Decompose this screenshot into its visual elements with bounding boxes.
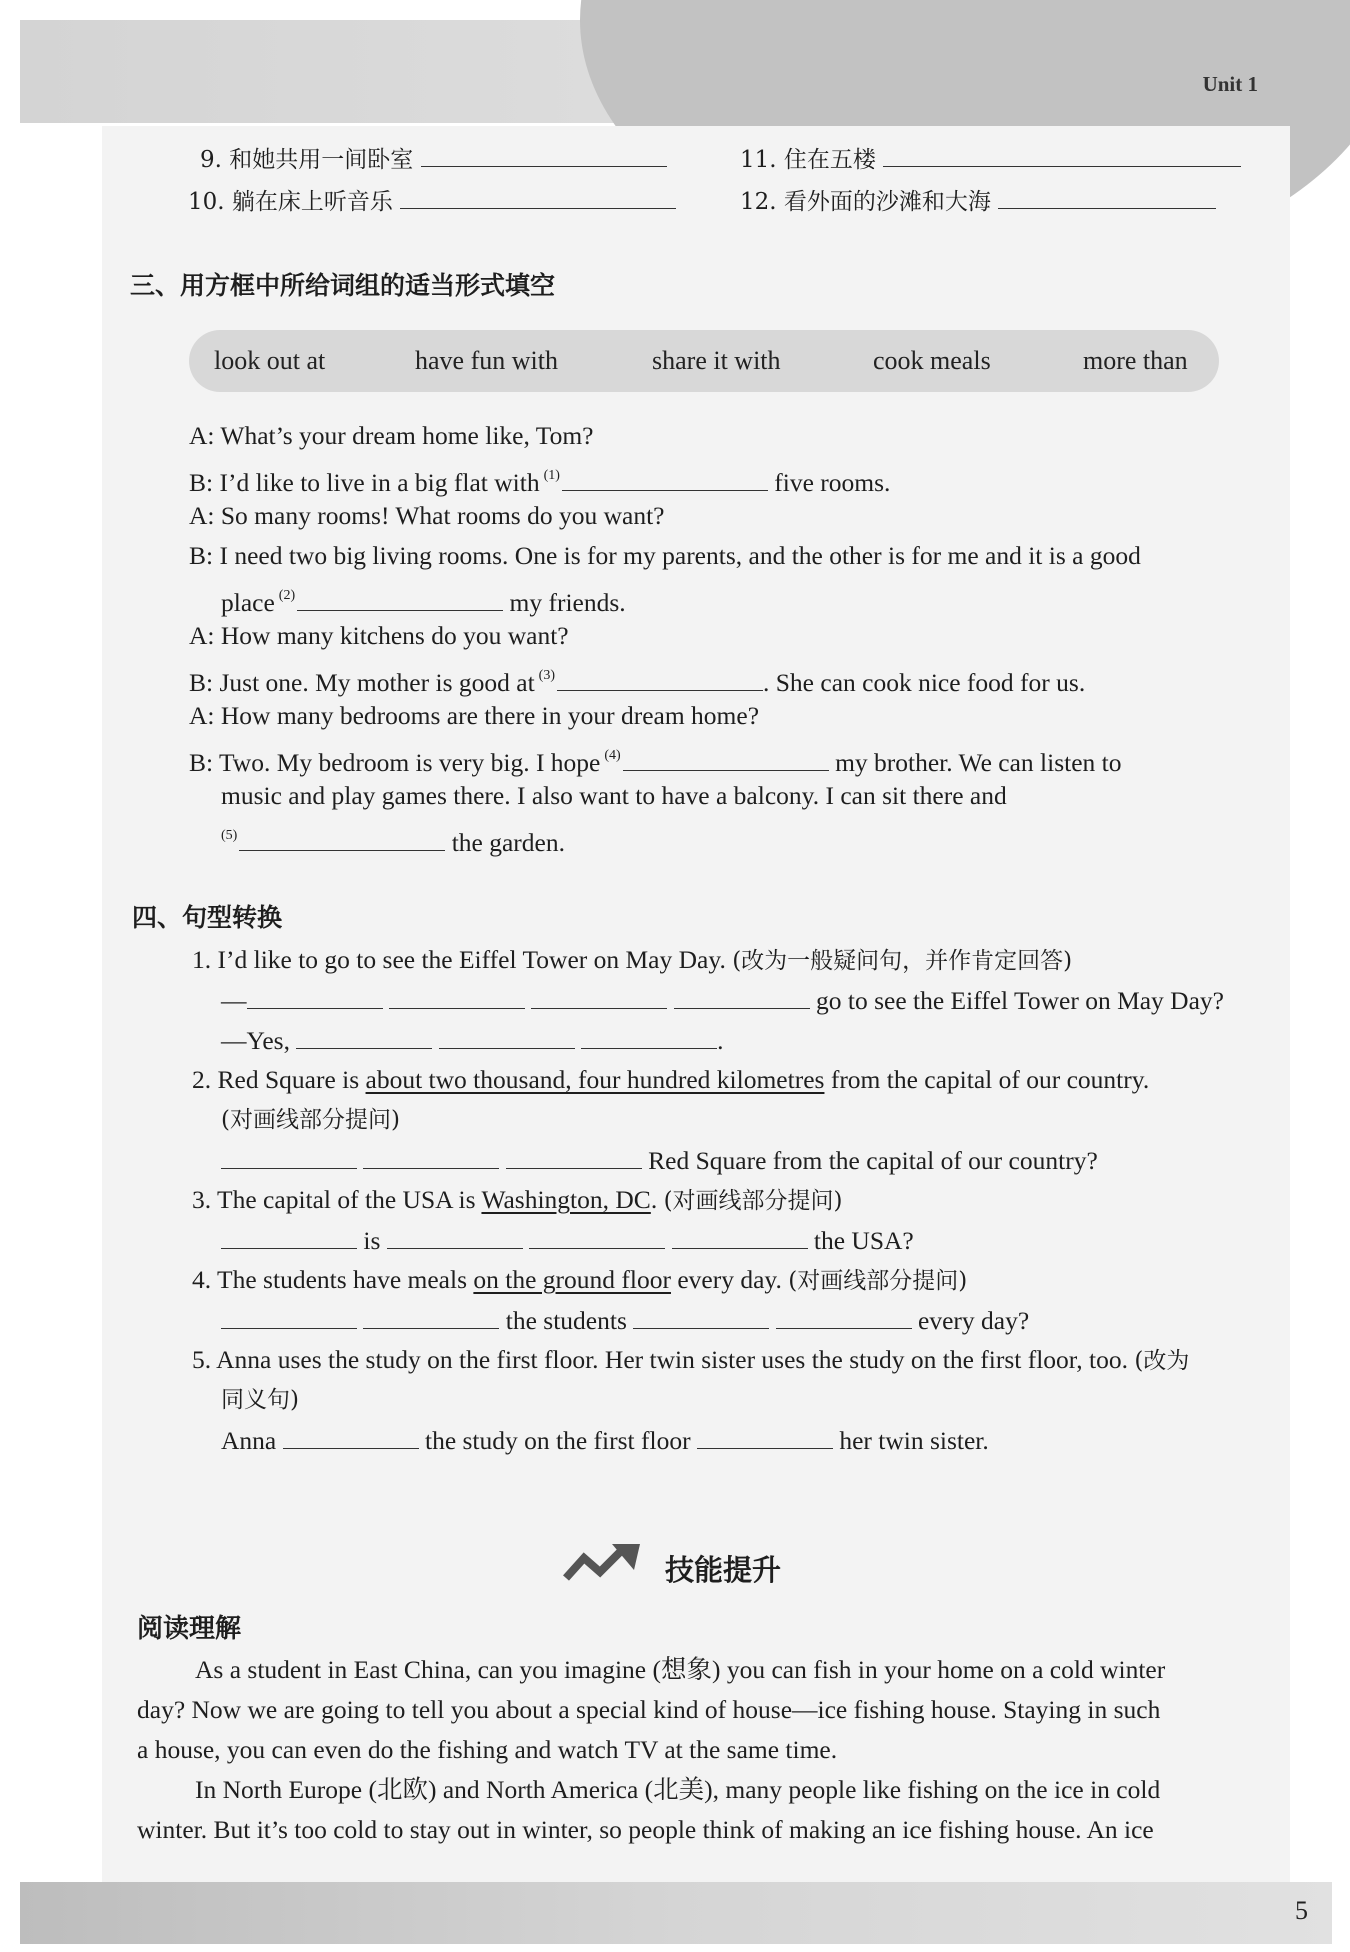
page-number: 5	[1295, 1896, 1308, 1925]
paragraph-line: a house, you can even do the fishing and watch TV at the same time.	[137, 1735, 838, 1764]
answer-blank[interactable]	[221, 1144, 357, 1169]
phrase-item-10: 10. 躺在床上听音乐	[188, 184, 676, 218]
question-5: 5. Anna uses the study on the first floor. Her twin sister uses the study on the first floor, too. (改为	[192, 1345, 1190, 1374]
dialogue-line: B: I’d like to live in a big flat with $^{(1)}$ five rooms.	[189, 468, 891, 497]
question-4: 4. The students have meals on the ground floor every day. (对画线部分提问)	[192, 1265, 968, 1294]
phrase-item-9: 9. 和她共用一间卧室	[200, 142, 667, 176]
paragraph-line: In North Europe (北欧) and North America (北美), many people like fishing on the ice in cold	[195, 1775, 1161, 1804]
paragraph-line: winter. But it’s too cold to stay out in winter, so people think of making an ice fishing house. An ice	[137, 1815, 1154, 1844]
dialogue-line: place $^{(2)}$ my friends.	[221, 588, 626, 617]
header-band	[20, 20, 1332, 123]
answer-blank[interactable]	[581, 1024, 717, 1049]
paragraph-line: day? Now we are going to tell you about a special kind of house—ice fishing house. Staying in such	[137, 1695, 1161, 1724]
answer-blank[interactable]	[363, 1304, 499, 1329]
answer-blank[interactable]	[421, 142, 667, 167]
answer-blank-1[interactable]	[562, 466, 768, 491]
question-1: 1. I’d like to go to see the Eiffel Tower on May Day. (改为一般疑问句，并作肯定回答)	[192, 945, 1073, 974]
answer-blank[interactable]	[529, 1224, 665, 1249]
answer-blank[interactable]	[283, 1424, 419, 1449]
answer-blank[interactable]	[221, 1224, 357, 1249]
answer-blank[interactable]	[883, 142, 1241, 167]
answer-blank[interactable]	[506, 1144, 642, 1169]
dialogue-line: music and play games there. I also want to have a balcony. I can sit there and	[221, 781, 1007, 810]
question-2-instruction: (对画线部分提问)	[221, 1107, 400, 1133]
dialogue-line: B: Just one. My mother is good at $^{(3)}$ . She can cook nice food for us.	[189, 668, 1086, 697]
question-3: 3. The capital of the USA is Washington, DC. (对画线部分提问)	[192, 1185, 843, 1214]
answer-blank[interactable]	[697, 1424, 833, 1449]
phrase-option: have fun with	[415, 346, 558, 375]
phrase-option: share it with	[652, 346, 781, 375]
dialogue-line: A: How many bedrooms are there in your dream home?	[189, 701, 760, 730]
section-4-title: 四、句型转换	[132, 903, 283, 932]
answer-blank[interactable]	[674, 984, 810, 1009]
answer-blank[interactable]	[296, 1024, 432, 1049]
dialogue-line: $^{(5)}$ the garden.	[221, 828, 565, 857]
dialogue-line: A: So many rooms! What rooms do you want?	[189, 501, 665, 530]
question-4-answer-line: the students every day?	[221, 1304, 1029, 1337]
phrase-item-11: 11. 住在五楼	[740, 142, 1241, 176]
question-1-reply-line: —Yes, .	[221, 1026, 724, 1055]
reading-title: 阅读理解	[137, 1614, 242, 1644]
question-2: 2. Red Square is about two thousand, four hundred kilometres from the capital of our country.	[192, 1065, 1150, 1094]
answer-blank[interactable]	[998, 184, 1216, 209]
dialogue-line: A: What’s your dream home like, Tom?	[189, 421, 594, 450]
phrase-box	[189, 330, 1219, 392]
dialogue-line: B: Two. My bedroom is very big. I hope $^{(4)}$ my brother. We can listen to	[189, 748, 1122, 777]
question-1-answer-line: — go to see the Eiffel Tower on May Day?	[221, 986, 1224, 1015]
paragraph-line: As a student in East China, can you imagine (想象) you can fish in your home on a cold winter	[195, 1655, 1166, 1684]
unit-label: Unit 1	[1202, 72, 1258, 96]
answer-blank[interactable]	[531, 984, 667, 1009]
dialogue-line: A: How many kitchens do you want?	[189, 621, 569, 650]
answer-blank[interactable]	[363, 1144, 499, 1169]
answer-blank[interactable]	[439, 1024, 575, 1049]
phrase-item-12: 12. 看外面的沙滩和大海	[740, 184, 1216, 218]
trend-arrow-icon	[562, 1540, 646, 1586]
answer-blank-2[interactable]	[297, 586, 503, 611]
answer-blank[interactable]	[389, 984, 525, 1009]
question-5-instruction: 同义句)	[221, 1387, 299, 1413]
phrase-option: more than	[1083, 346, 1188, 375]
answer-blank-4[interactable]	[623, 746, 829, 771]
answer-blank[interactable]	[776, 1304, 912, 1329]
answer-blank[interactable]	[633, 1304, 769, 1329]
skills-title: 技能提升	[665, 1553, 782, 1587]
answer-blank-5[interactable]	[239, 826, 445, 851]
question-5-answer-line: Anna the study on the first floor her twin sister.	[221, 1426, 989, 1455]
answer-blank[interactable]	[672, 1224, 808, 1249]
question-2-answer-line: Red Square from the capital of our country?	[221, 1144, 1098, 1177]
phrase-option: cook meals	[873, 346, 991, 375]
dialogue-line: B: I need two big living rooms. One is for my parents, and the other is for me and it is a good	[189, 541, 1141, 570]
answer-blank[interactable]	[387, 1224, 523, 1249]
phrase-option: look out at	[214, 346, 326, 375]
answer-blank[interactable]	[247, 984, 383, 1009]
answer-blank[interactable]	[221, 1304, 357, 1329]
question-3-answer-line: is the USA?	[221, 1224, 914, 1257]
footer-band	[20, 1882, 1332, 1944]
answer-blank-3[interactable]	[557, 666, 763, 691]
answer-blank[interactable]	[400, 184, 676, 209]
section-3-title: 三、用方框中所给词组的适当形式填空	[130, 271, 556, 300]
